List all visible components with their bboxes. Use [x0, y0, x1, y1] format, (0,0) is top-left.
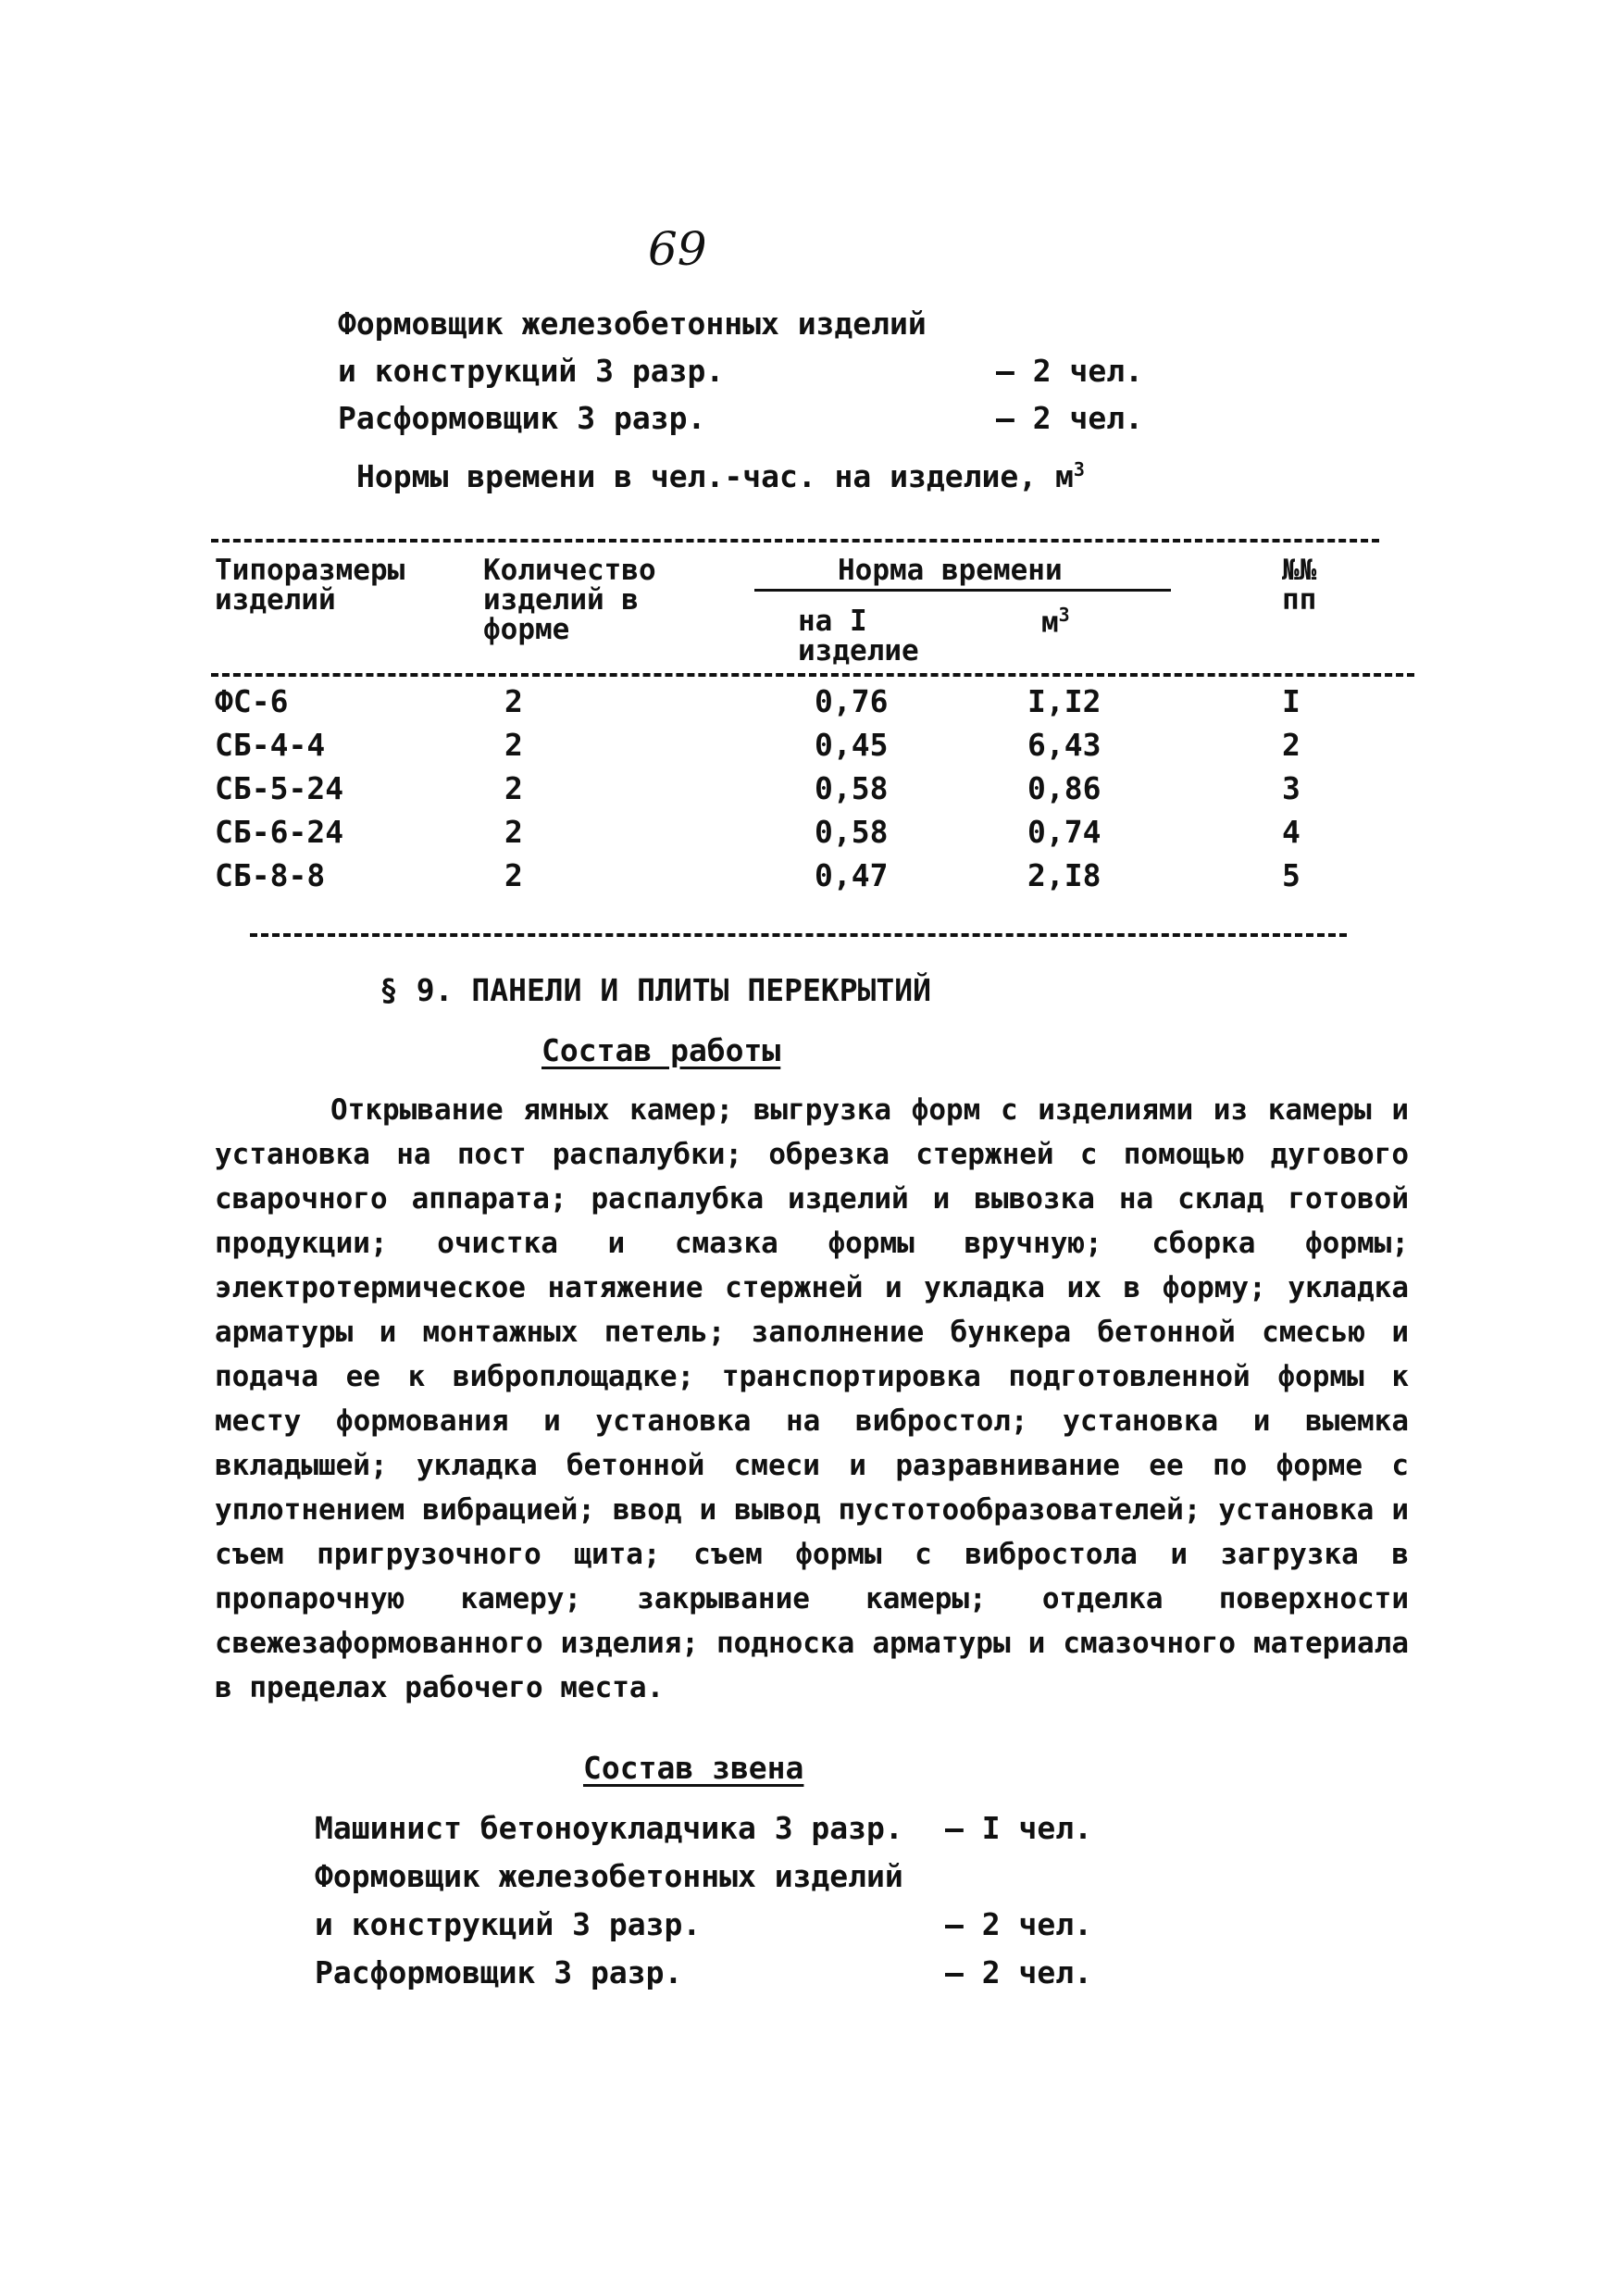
- cell-per-m3: 6,43: [1027, 727, 1101, 763]
- crew-role: Формовщик железобетонных изделий: [338, 306, 927, 342]
- cell-per-item: 0,76: [815, 683, 889, 719]
- cell-qty: 2: [504, 770, 523, 806]
- cell-no: I: [1282, 683, 1301, 719]
- cell-per-m3: 0,86: [1027, 770, 1101, 806]
- cell-per-m3: 2,I8: [1027, 857, 1101, 893]
- m3-unit: м: [1041, 605, 1059, 640]
- crew-row: [338, 353, 1143, 400]
- table-top-rule: [211, 539, 1379, 543]
- crew-role: и конструкций 3 разр.: [338, 353, 725, 389]
- crew-row: [315, 1906, 1092, 1954]
- norm-caption-text: Нормы времени в чел.-час. на изделие, м: [356, 458, 1074, 494]
- cell-no: 3: [1282, 770, 1301, 806]
- crew-count: – 2 чел.: [996, 353, 1143, 389]
- crew-count: – 2 чел.: [945, 1906, 1092, 1942]
- crew-role: Машинист бетоноукладчика 3 разр.: [315, 1810, 903, 1846]
- crew-row: [338, 306, 1143, 353]
- crew-row: [338, 400, 1143, 447]
- cell-qty: 2: [504, 857, 523, 893]
- cell-qty: 2: [504, 727, 523, 763]
- crew-role: Формовщик железобетонных изделий: [315, 1858, 903, 1894]
- col-header-type: Типоразмеры изделий: [215, 554, 405, 617]
- table-row: [0, 857, 1618, 900]
- cell-type: СБ-5-24: [215, 770, 344, 806]
- table-row: [0, 727, 1618, 769]
- cell-per-item: 0,45: [815, 727, 889, 763]
- cell-no: 4: [1282, 814, 1301, 850]
- cell-type: СБ-6-24: [215, 814, 344, 850]
- table-header-rule: [211, 673, 1414, 677]
- crew-count: – 2 чел.: [996, 400, 1143, 436]
- crew-list-top: [338, 306, 1143, 447]
- work-description: Открывание ямных камер; выгрузка форм с изделиями из камеры и установка на пост распалубки; обрезка стержней с помощью дугового сварочного аппарата; распалубка изделий и вывозка на склад готовой продукции; очистка и смазка формы вручную; сборка формы; электротермическое натяжение стержней и укладка их в форму; укладка арматуры и монтажных петель; заполнение бункера бетонной смесью и подача ее к виброплощадке; транспортировка подготовленной формы к месту формования и установка на вибростол; установка и выемка вкладышей; укладка бетонной смеси и разравнивание ее по форме с уплотнением вибрацией; ввод и вывод пустотообразователей; установка и съем пригрузочного щита; съем формы с вибростола и загрузка в пропарочную камеру; закрывание камеры; отделка поверхности свежезаформованного изделия; подноска арматуры и смазочного материала в пределах рабочего места.: [215, 1093, 1409, 1704]
- cell-per-item: 0,58: [815, 814, 889, 850]
- crew-row: [315, 1954, 1092, 2003]
- cell-per-item: 0,47: [815, 857, 889, 893]
- norm-header-underline: [754, 589, 1171, 592]
- cell-type: ФС-6: [215, 683, 289, 719]
- table-bottom-rule: [250, 933, 1347, 937]
- col-header-norm-m3: [1041, 600, 1070, 640]
- table-row: [0, 683, 1618, 726]
- crew-heading: Состав звена: [583, 1750, 804, 1786]
- page-number: 69: [648, 222, 707, 276]
- crew-row: [315, 1858, 1092, 1906]
- crew-count: – I чел.: [945, 1810, 1092, 1846]
- cell-type: СБ-8-8: [215, 857, 326, 893]
- col-header-qty: Количество изделий в форме: [483, 554, 656, 646]
- norm-caption-exponent: 3: [1073, 458, 1085, 480]
- cell-no: 5: [1282, 857, 1301, 893]
- m3-exponent: 3: [1058, 604, 1070, 626]
- section-title: § 9. ПАНЕЛИ И ПЛИТЫ ПЕРЕКРЫТИЙ: [380, 972, 932, 1008]
- crew-count: – 2 чел.: [945, 1954, 1092, 1990]
- cell-type: СБ-4-4: [215, 727, 326, 763]
- crew-role: и конструкций 3 разр.: [315, 1906, 702, 1942]
- col-header-no: №№ пп: [1282, 554, 1317, 617]
- col-header-norm-item: на I изделие: [798, 605, 919, 668]
- crew-list-bottom: [315, 1810, 1092, 2003]
- cell-per-item: 0,58: [815, 770, 889, 806]
- crew-role: Расформовщик 3 разр.: [338, 400, 706, 436]
- col-header-norm: Норма времени: [838, 554, 1063, 587]
- crew-role: Расформовщик 3 разр.: [315, 1954, 683, 1990]
- cell-per-m3: I,I2: [1027, 683, 1101, 719]
- norm-caption: [356, 458, 1085, 494]
- crew-row: [315, 1810, 1092, 1858]
- cell-no: 2: [1282, 727, 1301, 763]
- table-row: [0, 814, 1618, 856]
- cell-qty: 2: [504, 683, 523, 719]
- table-row: [0, 770, 1618, 813]
- cell-per-m3: 0,74: [1027, 814, 1101, 850]
- cell-qty: 2: [504, 814, 523, 850]
- work-heading: Состав работы: [541, 1032, 781, 1068]
